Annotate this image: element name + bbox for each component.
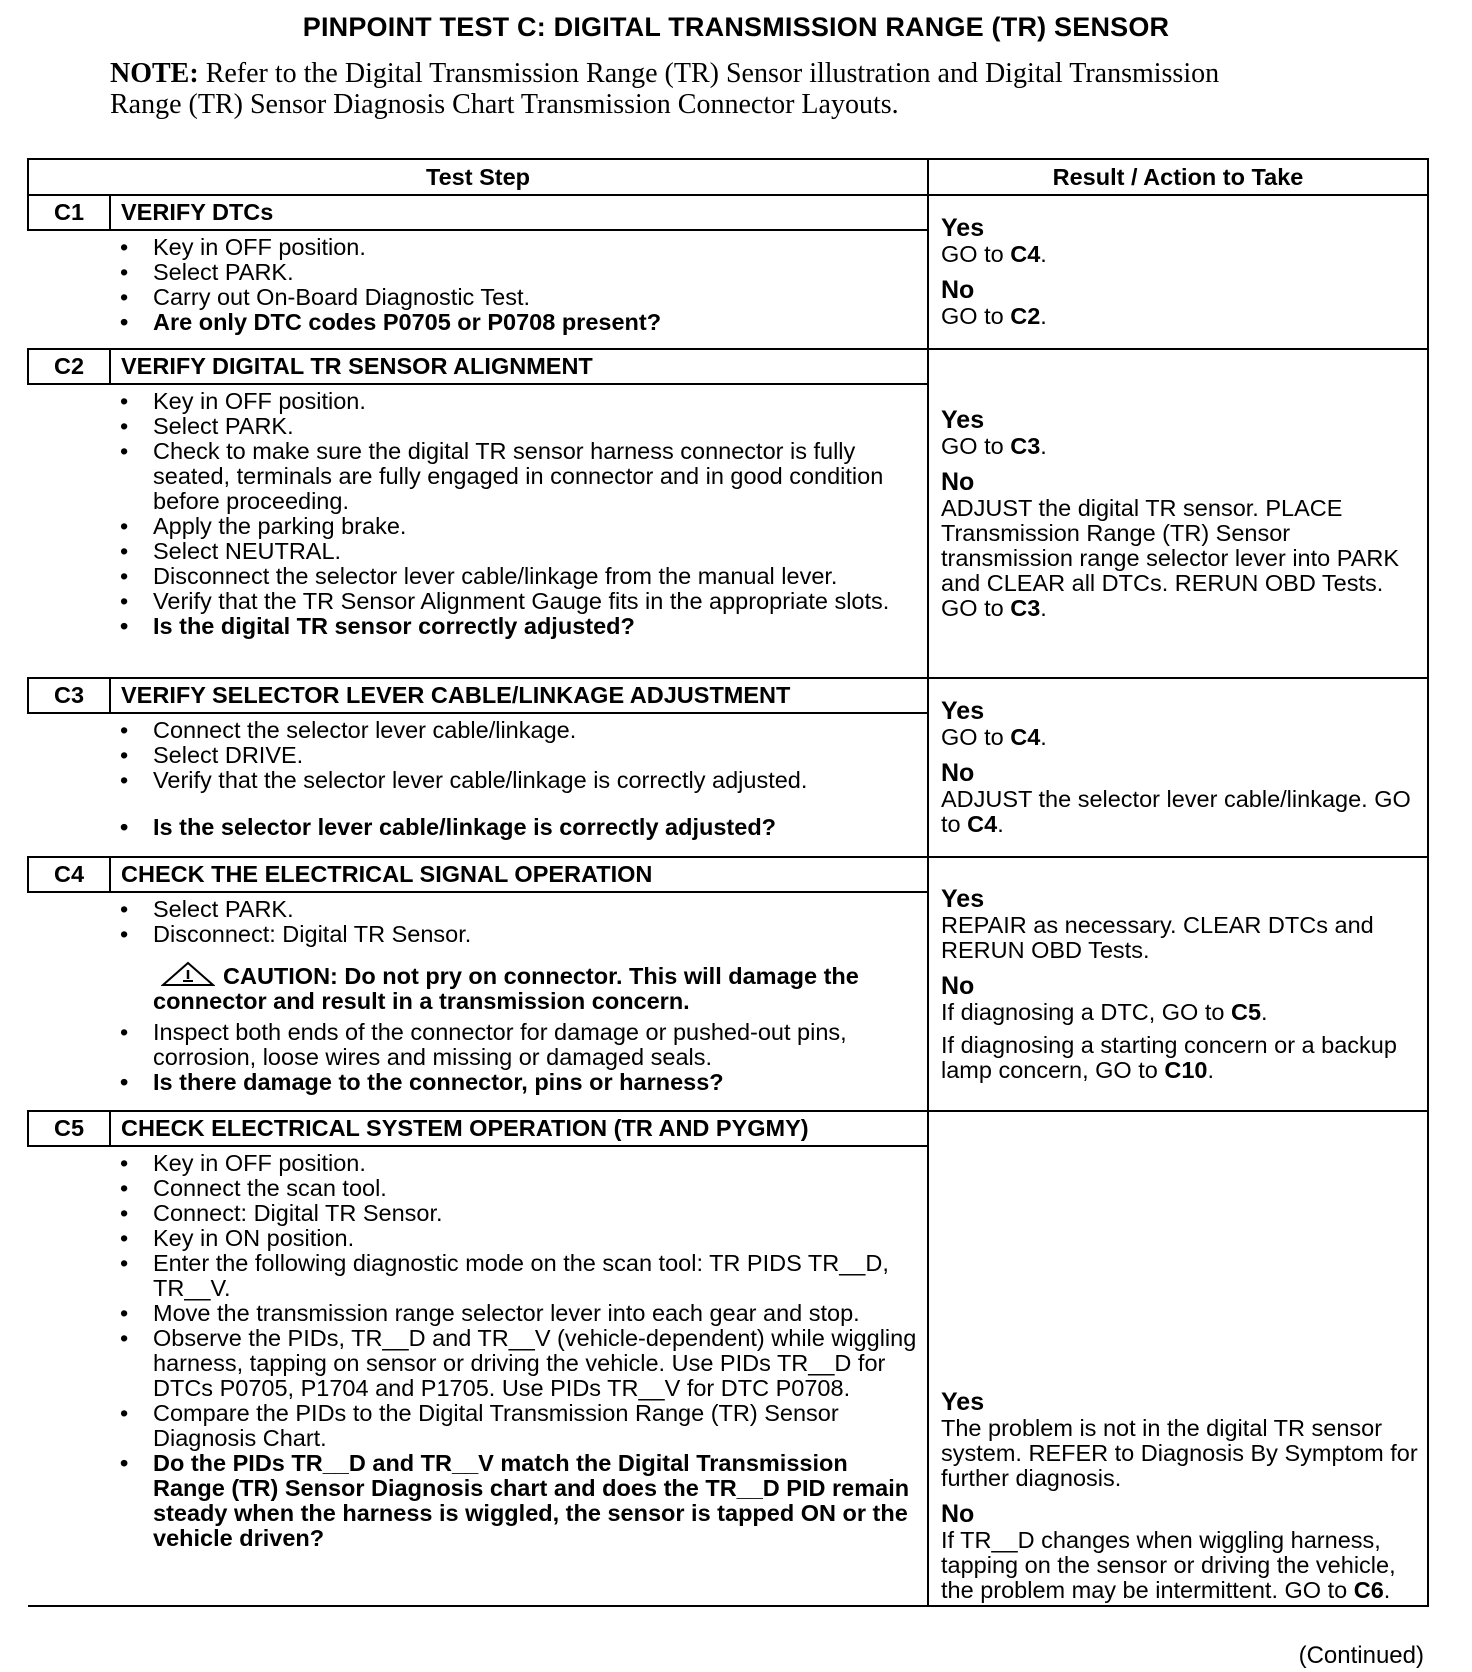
yes-label: Yes <box>941 1388 985 1416</box>
step-c3-heading-row <box>28 678 1428 713</box>
list-item: • Apply the parking brake. <box>153 514 917 539</box>
step-body <box>28 1146 928 1606</box>
step-items-after <box>28 1020 917 1095</box>
yes-label: Yes <box>941 214 985 242</box>
list-item: • Verify that the TR Sensor Alignment Gauge fits in the appropriate slots. <box>153 589 917 614</box>
step-c4-result <box>928 857 1428 1111</box>
list-item: • Select DRIVE. <box>153 743 917 768</box>
list-item: • Connect: Digital TR Sensor. <box>153 1201 917 1226</box>
step-heading: CHECK THE ELECTRICAL SIGNAL OPERATION <box>110 857 928 892</box>
list-item-question: • Is there damage to the connector, pins or harness? <box>153 1070 917 1095</box>
step-id: C4 <box>28 857 110 892</box>
list-item: • Select PARK. <box>153 260 917 285</box>
step-id: C2 <box>28 349 110 384</box>
step-id: C3 <box>28 678 110 713</box>
list-item: • Select NEUTRAL. <box>153 539 917 564</box>
list-item: • Key in ON position. <box>153 1226 917 1251</box>
step-id: C5 <box>28 1111 110 1146</box>
list-item: • Key in OFF position. <box>153 1151 917 1176</box>
yes-action: GO to C3. <box>941 432 1047 459</box>
caution-note <box>153 961 917 1014</box>
no-label: No <box>941 276 975 304</box>
step-heading: CHECK ELECTRICAL SYSTEM OPERATION (TR AND PYGMY) <box>110 1111 928 1146</box>
page-title: PINPOINT TEST C: DIGITAL TRANSMISSION RANGE (TR) SENSOR <box>302 12 1170 42</box>
step-c1-heading-row <box>28 195 1428 230</box>
list-item: • Verify that the selector lever cable/linkage is correctly adjusted. <box>153 768 917 793</box>
step-items <box>28 718 917 840</box>
step-id: C1 <box>28 195 110 230</box>
caution-text: CAUTION: Do not pry on connector. This will damage the connector and result in a transmission concern. <box>153 963 859 1014</box>
continued-label: (Continued) <box>1298 1642 1424 1669</box>
list-item: • Observe the PIDs, TR__D and TR__V (vehicle-dependent) while wiggling harness, tapping on sensor or driving the vehicle. Use PIDs TR__D for DTCs P0705, P1704 and P1705. Use PIDs TR__V for DTC P0708. <box>153 1326 917 1401</box>
list-item: • Select PARK. <box>153 414 917 439</box>
no-action: GO to C2. <box>941 303 1047 329</box>
note <box>110 58 1260 120</box>
step-items <box>28 389 917 639</box>
step-items <box>28 897 917 947</box>
yes-label: Yes <box>941 884 985 913</box>
list-item: • Key in OFF position. <box>153 235 917 260</box>
list-item: • Check to make sure the digital TR sensor harness connector is fully seated, terminals are fully engaged in connector and in good condition before proceeding. <box>153 439 917 514</box>
step-body <box>28 230 928 349</box>
step-items <box>28 1151 917 1551</box>
no-action: If TR__D changes when wiggling harness, tapping on the sensor or driving the vehicle, the problem may be intermittent. GO to C6. <box>941 1527 1396 1603</box>
no-label: No <box>941 759 975 787</box>
no-action: If diagnosing a DTC, GO to C5. <box>941 998 1268 1025</box>
step-body <box>28 892 928 1111</box>
col-test-step: Test Step <box>28 159 928 195</box>
step-c1-result <box>928 195 1428 349</box>
yes-action: The problem is not in the digital TR sensor system. REFER to Diagnosis By Symptom for further diagnosis. <box>941 1415 1418 1491</box>
no-label: No <box>941 467 975 496</box>
list-item: • Disconnect: Digital TR Sensor. <box>153 922 917 947</box>
col-result: Result / Action to Take <box>928 159 1428 195</box>
list-item: • Connect the selector lever cable/linkage. <box>153 718 917 743</box>
pinpoint-test-table <box>27 158 1429 1607</box>
note-label: NOTE: <box>110 58 199 89</box>
yes-label: Yes <box>941 697 985 725</box>
note-text: Refer to the Digital Transmission Range (TR) Sensor illustration and Digital Transmission Range (TR) Sensor Diagnosis Chart Transmission Connector Layouts. <box>110 58 1220 120</box>
step-c3-result <box>928 678 1428 857</box>
step-heading: VERIFY SELECTOR LEVER CABLE/LINKAGE ADJUSTMENT <box>110 678 928 713</box>
step-heading: VERIFY DIGITAL TR SENSOR ALIGNMENT <box>110 349 928 384</box>
step-c4-heading-row <box>28 857 1428 892</box>
list-item: • Move the transmission range selector lever into each gear and stop. <box>153 1301 917 1326</box>
no-action-2: If diagnosing a starting concern or a backup lamp concern, GO to C10. <box>941 1031 1397 1083</box>
list-item-question: • Is the digital TR sensor correctly adjusted? <box>153 614 917 639</box>
list-item: • Inspect both ends of the connector for damage or pushed-out pins, corrosion, loose wires and missing or damaged seals. <box>153 1020 917 1070</box>
list-item: • Connect the scan tool. <box>153 1176 917 1201</box>
yes-action: GO to C4. <box>941 724 1047 750</box>
yes-action: GO to C4. <box>941 241 1047 267</box>
list-item-question: • Is the selector lever cable/linkage is correctly adjusted? <box>153 815 917 840</box>
no-label: No <box>941 971 975 1000</box>
step-body <box>28 713 928 857</box>
no-action: ADJUST the digital TR sensor. PLACE Transmission Range (TR) Sensor transmission range selector lever into PARK and CLEAR all DTCs. RERUN OBD Tests. GO to C3. <box>941 494 1400 621</box>
warning-triangle-icon <box>161 961 215 987</box>
list-item: • Compare the PIDs to the Digital Transmission Range (TR) Sensor Diagnosis Chart. <box>153 1401 917 1451</box>
step-items <box>28 235 917 335</box>
list-item: • Enter the following diagnostic mode on the scan tool: TR PIDS TR__D, TR__V. <box>153 1251 917 1301</box>
list-item: • Disconnect the selector lever cable/linkage from the manual lever. <box>153 564 917 589</box>
yes-action: REPAIR as necessary. CLEAR DTCs and RERUN OBD Tests. <box>941 911 1374 963</box>
step-heading: VERIFY DTCs <box>110 195 928 230</box>
step-c5-result <box>928 1111 1428 1606</box>
step-c2-result <box>928 349 1428 678</box>
step-c5-heading-row <box>28 1111 1428 1146</box>
table-header-row <box>28 159 1428 195</box>
step-c2-heading-row <box>28 349 1428 384</box>
step-body <box>28 384 928 678</box>
no-label: No <box>941 1500 975 1528</box>
list-item-question: • Are only DTC codes P0705 or P0708 present? <box>153 310 917 335</box>
list-item: • Key in OFF position. <box>153 389 917 414</box>
no-action: ADJUST the selector lever cable/linkage. GO to C4. <box>941 786 1411 837</box>
yes-label: Yes <box>941 405 985 434</box>
list-item: • Carry out On-Board Diagnostic Test. <box>153 285 917 310</box>
list-item-question: • Do the PIDs TR__D and TR__V match the Digital Transmission Range (TR) Sensor Diagnosis chart and does the TR__D PID remain steady when the harness is wiggled, the sensor is tapped ON or the vehicle driven? <box>153 1451 917 1551</box>
list-item: • Select PARK. <box>153 897 917 922</box>
